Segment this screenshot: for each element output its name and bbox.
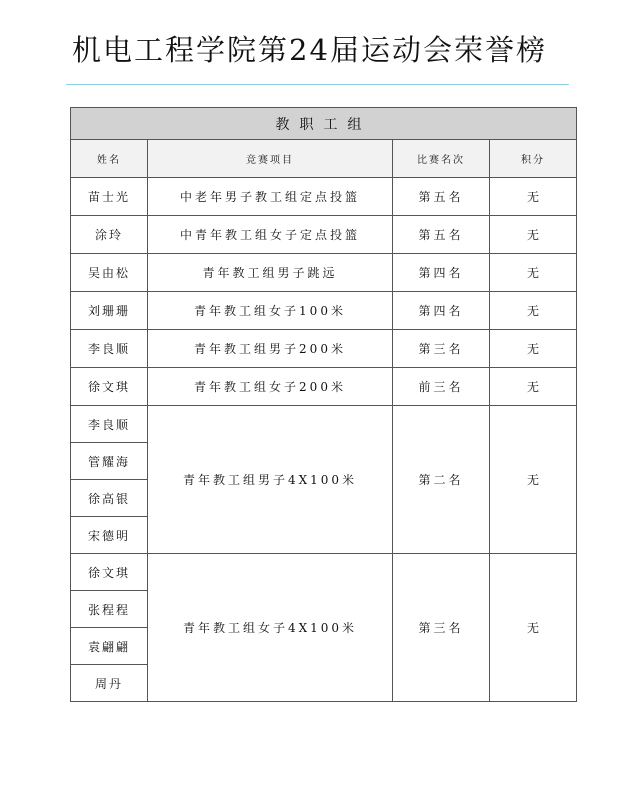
title-divider [66, 84, 569, 85]
table-row [71, 216, 577, 254]
cell-event: 青年教工组男子跳远 [148, 254, 393, 292]
cell-event: 青年教工组女子100米 [148, 292, 393, 330]
honor-roll-table [70, 107, 577, 702]
table-row [71, 292, 577, 330]
page-title: 机电工程学院第24届运动会荣誉榜 [72, 33, 547, 67]
cell-rank: 第四名 [393, 254, 490, 292]
table-row [71, 254, 577, 292]
cell-name: 管耀海 [71, 443, 148, 480]
table-row [71, 178, 577, 216]
cell-name: 吴由松 [71, 254, 148, 292]
cell-event: 青年教工组女子200米 [148, 368, 393, 406]
cell-name: 徐文琪 [71, 554, 148, 591]
cell-rank: 前三名 [393, 368, 490, 406]
cell-event: 青年教工组女子4X100米 [148, 554, 393, 702]
cell-points: 无 [490, 330, 577, 368]
cell-points: 无 [490, 254, 577, 292]
relay-row [71, 406, 577, 443]
cell-name: 宋德明 [71, 517, 148, 554]
cell-event: 青年教工组男子200米 [148, 330, 393, 368]
table-row [71, 330, 577, 368]
cell-name: 苗士光 [71, 178, 148, 216]
cell-name: 徐高银 [71, 480, 148, 517]
cell-event: 中青年教工组女子定点投篮 [148, 216, 393, 254]
table-row [71, 368, 577, 406]
cell-name: 涂玲 [71, 216, 148, 254]
cell-name: 李良顺 [71, 330, 148, 368]
cell-rank: 第五名 [393, 216, 490, 254]
cell-points: 无 [490, 406, 577, 554]
relay-row [71, 554, 577, 591]
cell-points: 无 [490, 178, 577, 216]
cell-points: 无 [490, 554, 577, 702]
cell-event: 青年教工组男子4X100米 [148, 406, 393, 554]
cell-points: 无 [490, 292, 577, 330]
cell-points: 无 [490, 368, 577, 406]
cell-name: 李良顺 [71, 406, 148, 443]
header-rank: 比赛名次 [393, 140, 490, 178]
header-name: 姓名 [71, 140, 148, 178]
cell-rank: 第二名 [393, 406, 490, 554]
cell-name: 周丹 [71, 665, 148, 702]
cell-name: 刘珊珊 [71, 292, 148, 330]
cell-rank: 第五名 [393, 178, 490, 216]
cell-name: 张程程 [71, 591, 148, 628]
cell-name: 徐文琪 [71, 368, 148, 406]
header-event: 竞赛项目 [148, 140, 393, 178]
cell-event: 中老年男子教工组定点投篮 [148, 178, 393, 216]
header-points: 积分 [490, 140, 577, 178]
group-title: 教职工组 [71, 108, 577, 140]
cell-points: 无 [490, 216, 577, 254]
group-header-row [71, 108, 577, 140]
cell-rank: 第三名 [393, 554, 490, 702]
column-header-row [71, 140, 577, 178]
cell-rank: 第三名 [393, 330, 490, 368]
cell-rank: 第四名 [393, 292, 490, 330]
cell-name: 袁翩翩 [71, 628, 148, 665]
